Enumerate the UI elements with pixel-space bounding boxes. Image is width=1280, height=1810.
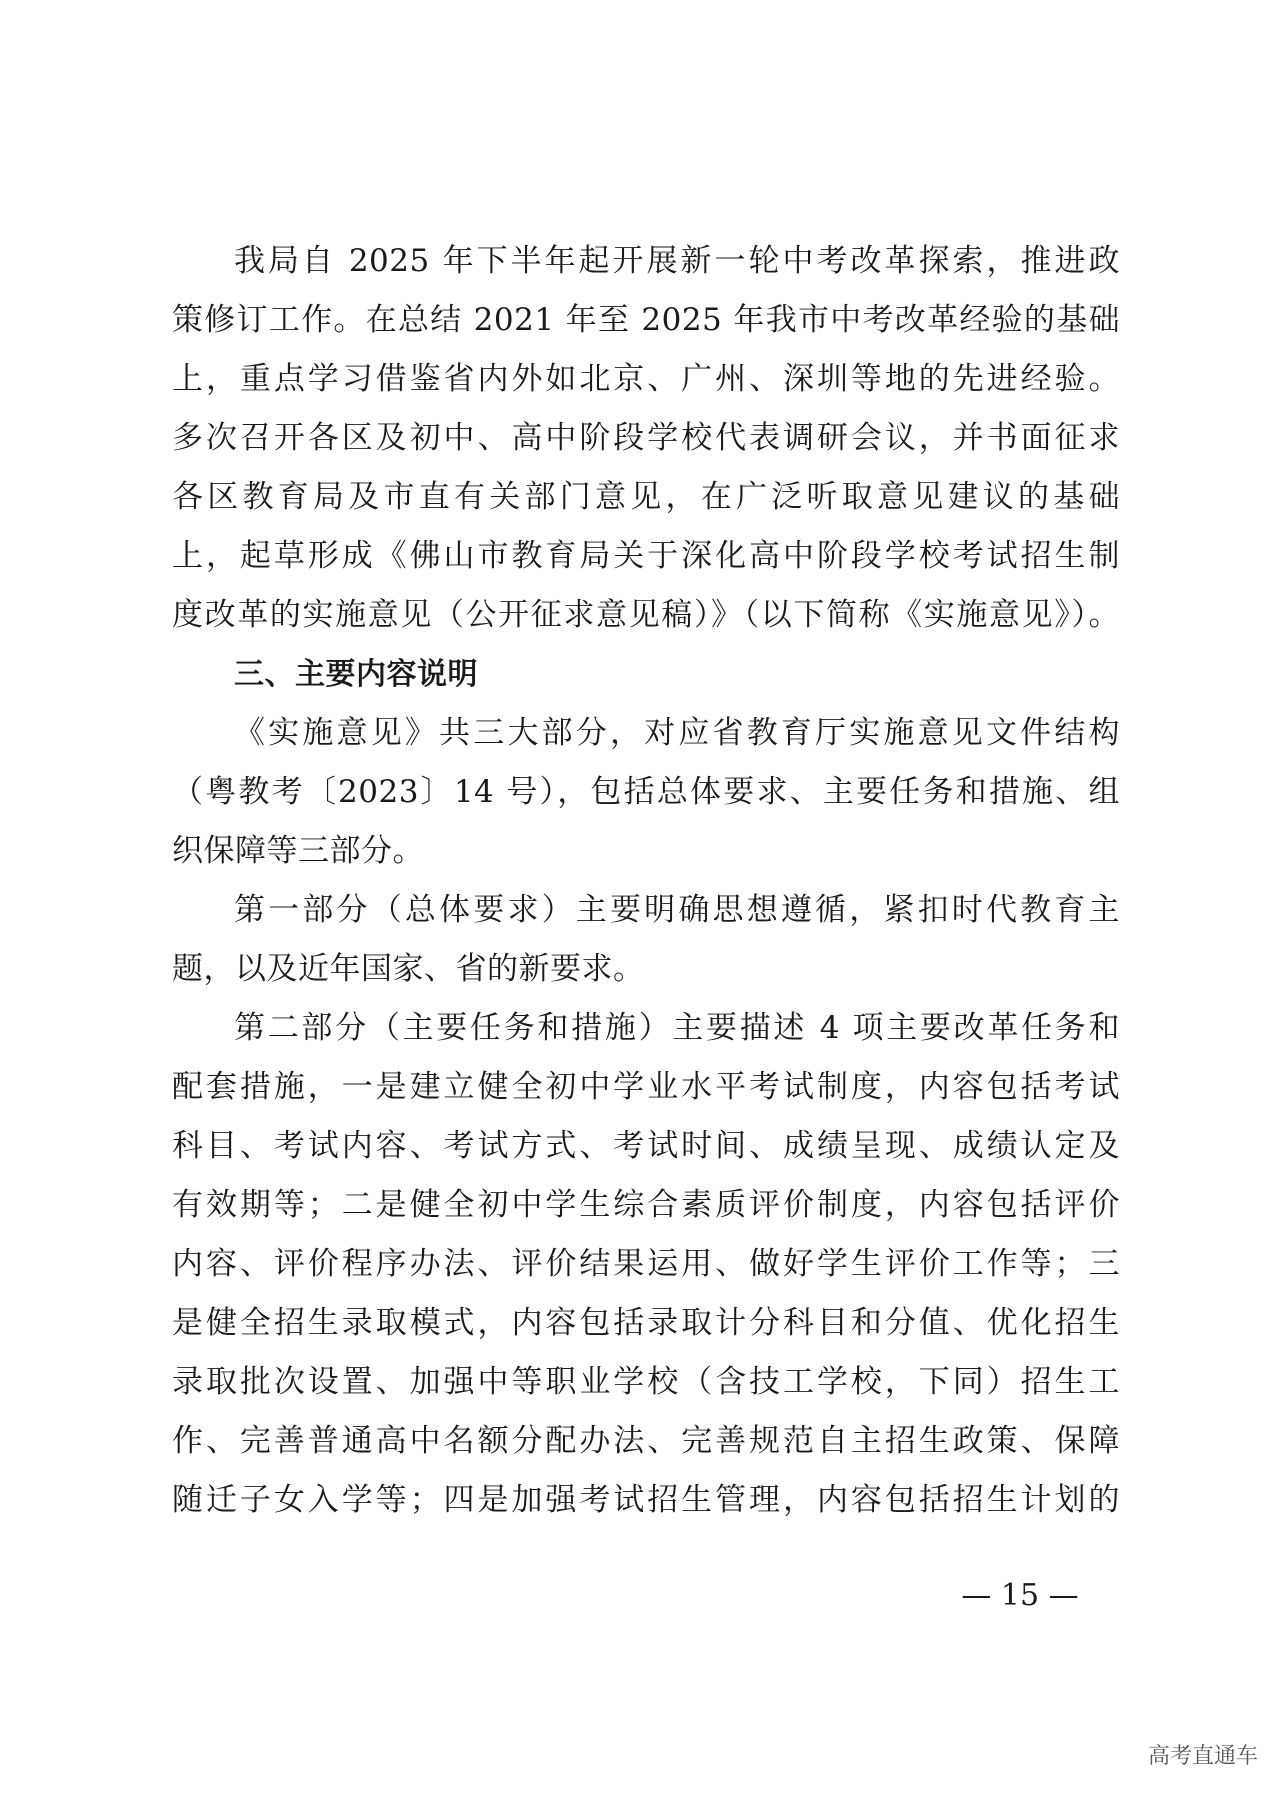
text-line: 织保障等三部分。 [172,833,424,869]
paragraph-part-two [172,999,1120,1530]
watermark: 高考直通车 [1147,1744,1258,1769]
paragraph-structure [172,704,1120,881]
text-line: 上，起草形成《佛山市教育局关于深化高中阶段学校考试招生制 [172,538,1120,574]
text-line: 我局自 2025 年下半年起开展新一轮中考改革探索，推进政 [234,243,1120,279]
heading-text: 三、主要内容说明 [234,657,478,692]
page-number: — 15 — [961,1578,1079,1613]
document-body [172,232,1120,1530]
text-line: 有效期等；二是健全初中学生综合素质评价制度，内容包括评价 [172,1187,1120,1223]
text-line: 录取批次设置、加强中等职业学校（含技工学校，下同）招生工 [172,1364,1120,1400]
text-line: 各区教育局及市直有关部门意见，在广泛听取意见建议的基础 [172,479,1120,515]
text-line: （粤教考〔2023〕14 号），包括总体要求、主要任务和措施、组 [172,774,1120,810]
text-line: 内容、评价程序办法、评价结果运用、做好学生评价工作等；三 [172,1246,1120,1282]
text-line: 上，重点学习借鉴省内外如北京、广州、深圳等地的先进经验。 [172,361,1120,397]
paragraph-part-one [172,881,1120,999]
text-line: 《实施意见》共三大部分，对应省教育厅实施意见文件结构 [234,715,1120,751]
text-line: 题，以及近年国家、省的新要求。 [172,951,645,987]
text-line: 科目、考试内容、考试方式、考试时间、成绩呈现、成绩认定及 [172,1128,1120,1164]
text-line: 第一部分（总体要求）主要明确思想遵循，紧扣时代教育主 [234,892,1120,928]
paragraph-background [172,232,1120,645]
text-line: 第二部分（主要任务和措施）主要描述 4 项主要改革任务和 [234,1010,1120,1046]
text-line: 配套措施，一是建立健全初中学业水平考试制度，内容包括考试 [172,1069,1120,1105]
section-heading [172,645,1120,704]
text-line: 随迁子女入学等；四是加强考试招生管理，内容包括招生计划的 [172,1482,1120,1518]
text-line: 作、完善普通高中名额分配办法、完善规范自主招生政策、保障 [172,1423,1120,1459]
text-line: 是健全招生录取模式，内容包括录取计分科目和分值、优化招生 [172,1305,1120,1341]
text-line: 多次召开各区及初中、高中阶段学校代表调研会议，并书面征求 [172,420,1120,456]
text-line: 策修订工作。在总结 2021 年至 2025 年我市中考改革经验的基础 [172,302,1120,338]
text-line: 度改革的实施意见（公开征求意见稿）》（以下简称《实施意见》）。 [172,597,1120,633]
